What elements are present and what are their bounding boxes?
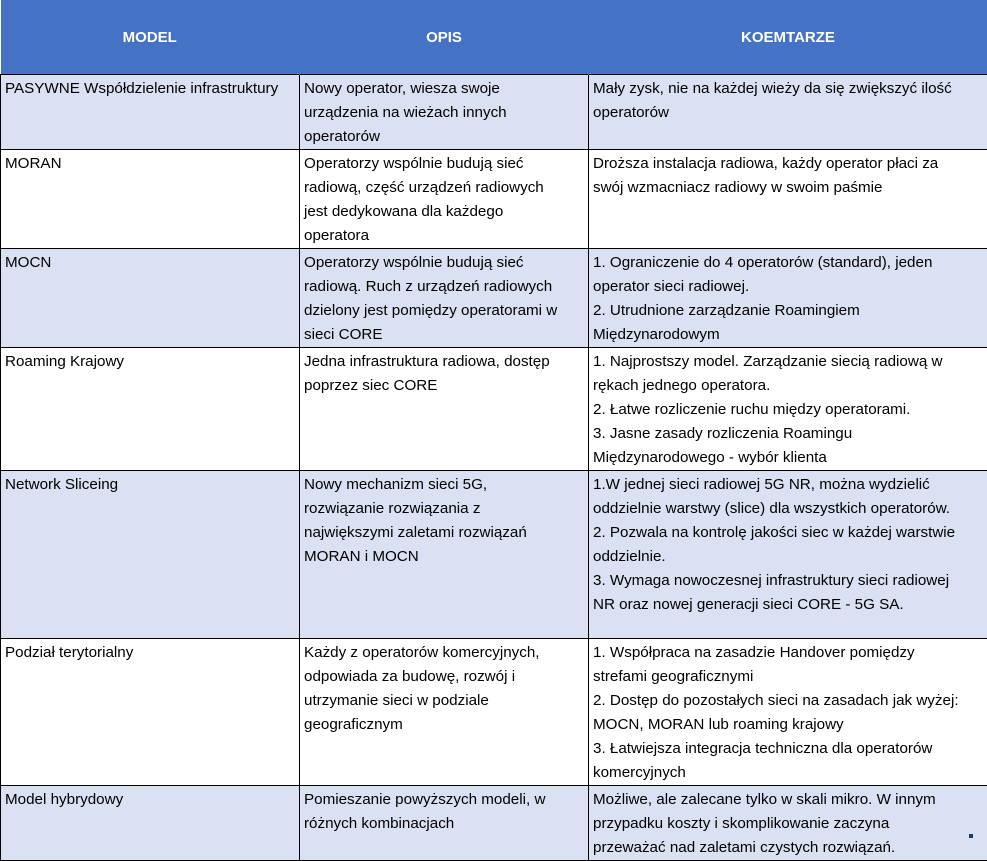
cell-opis: [300, 249, 589, 348]
cell-line: Jedna infrastruktura radiowa, dostęp: [304, 350, 584, 374]
cell-line: Pomieszanie powyższych modeli, w: [304, 788, 584, 812]
cell-line: jest dedykowana dla każdego: [304, 200, 584, 224]
table-row: [1, 639, 987, 786]
cell-komentarze: [589, 249, 987, 348]
cell-line: Międzynarodowego - wybór klienta: [593, 446, 983, 470]
cell-line: 2. Utrudnione zarządzanie Roamingiem: [593, 299, 983, 323]
cell-opis: [300, 348, 589, 471]
cell-line: radiową, część urządzeń radiowych: [304, 176, 584, 200]
cell-line: 1. Ograniczenie do 4 operatorów (standard), jeden: [593, 251, 983, 275]
header-model: MODEL: [1, 0, 300, 75]
table-row: [1, 249, 987, 348]
cell-line: dzielony jest pomiędzy operatorami w: [304, 299, 584, 323]
cell-line: sieci CORE: [304, 323, 584, 347]
cell-opis: [300, 786, 589, 861]
cell-line: odpowiada za budowę, rozwój i: [304, 665, 584, 689]
cell-line: geograficznym: [304, 713, 584, 737]
cell-line: oddzielnie warstwy (slice) dla wszystkich operatorów.: [593, 497, 983, 521]
cell-model: [1, 75, 300, 150]
cell-komentarze: [589, 471, 987, 639]
table-row: [1, 786, 987, 861]
cell-line: Mały zysk, nie na każdej wieży da się zwiększyć ilość: [593, 77, 983, 101]
cell-line: urządzenia na wieżach innych: [304, 101, 584, 125]
cell-model: [1, 348, 300, 471]
cell-line: Nowy mechanizm sieci 5G,: [304, 473, 584, 497]
cell-line: przeważać nad zaletami czystych rozwiązań.: [593, 836, 983, 860]
cell-line: różnych kombinacjach: [304, 812, 584, 836]
cell-line: MOCN, MORAN lub roaming krajowy: [593, 713, 983, 737]
cell-line: poprzez siec CORE: [304, 374, 584, 398]
cell-line: Nowy operator, wiesza swoje: [304, 77, 584, 101]
cell-line: operatorów: [593, 101, 983, 125]
cell-opis: [300, 75, 589, 150]
cell-line: MORAN i MOCN: [304, 545, 584, 569]
table-row: [1, 471, 987, 639]
cell-line: przypadku koszty i skomplikowanie zaczyna: [593, 812, 983, 836]
cell-line: 2. Łatwe rozliczenie ruchu między operatorami.: [593, 398, 983, 422]
cell-komentarze: [589, 150, 987, 249]
cell-line: 3. Wymaga nowoczesnej infrastruktury sieci radiowej: [593, 569, 983, 593]
cell-line: rozwiązanie rozwiązania z: [304, 497, 584, 521]
cell-line: Roaming Krajowy: [5, 350, 295, 374]
cell-opis: [300, 639, 589, 786]
cell-model: [1, 786, 300, 861]
cell-line: 1. Najprostszy model. Zarządzanie siecią radiową w: [593, 350, 983, 374]
cell-komentarze: [589, 348, 987, 471]
cell-line: 1.W jednej sieci radiowej 5G NR, można wydzielić: [593, 473, 983, 497]
table-row: [1, 150, 987, 249]
cell-line: PASYWNE Współdzielenie infrastruktury: [5, 77, 295, 101]
table-row: [1, 75, 987, 150]
cell-opis: [300, 471, 589, 639]
cell-line: największymi zaletami rozwiązań: [304, 521, 584, 545]
header-komentarze: KOEMTARZE: [589, 0, 987, 75]
cell-komentarze: [589, 639, 987, 786]
cell-line: Międzynarodowym: [593, 323, 983, 347]
cell-line: Podział terytorialny: [5, 641, 295, 665]
cell-model: [1, 471, 300, 639]
cell-model: [1, 150, 300, 249]
cell-line: strefami geograficznymi: [593, 665, 983, 689]
cell-line: Każdy z operatorów komercyjnych,: [304, 641, 584, 665]
cell-line: Operatorzy wspólnie budują sieć: [304, 152, 584, 176]
resize-handle-marker: [969, 834, 973, 838]
cell-line: Droższa instalacja radiowa, każdy operator płaci za: [593, 152, 983, 176]
cell-line: 3. Jasne zasady rozliczenia Roamingu: [593, 422, 983, 446]
cell-komentarze: [589, 786, 987, 861]
cell-line: utrzymanie sieci w podziale: [304, 689, 584, 713]
cell-line: MORAN: [5, 152, 295, 176]
header-opis: OPIS: [300, 0, 589, 75]
cell-line: radiową. Ruch z urządzeń radiowych: [304, 275, 584, 299]
cell-line: 3. Łatwiejsza integracja techniczna dla operatorów: [593, 737, 983, 761]
cell-line: komercyjnych: [593, 761, 983, 785]
cell-line: operator sieci radiowej.: [593, 275, 983, 299]
cell-line: Model hybrydowy: [5, 788, 295, 812]
cell-line: 2. Dostęp do pozostałych sieci na zasadach jak wyżej:: [593, 689, 983, 713]
cell-line: operatorów: [304, 125, 584, 149]
header-row: [1, 0, 987, 75]
cell-line: 1. Współpraca na zasadzie Handover pomiędzy: [593, 641, 983, 665]
cell-line: MOCN: [5, 251, 295, 275]
table-row: [1, 348, 987, 471]
cell-model: [1, 249, 300, 348]
cell-line: NR oraz nowej generacji sieci CORE - 5G SA.: [593, 593, 983, 617]
cell-line: 2. Pozwala na kontrolę jakości siec w każdej warstwie: [593, 521, 983, 545]
cell-line: operatora: [304, 224, 584, 248]
cell-line: Możliwe, ale zalecane tylko w skali mikro. W innym: [593, 788, 983, 812]
cell-line: rękach jednego operatora.: [593, 374, 983, 398]
cell-model: [1, 639, 300, 786]
cell-line: Operatorzy wspólnie budują sieć: [304, 251, 584, 275]
cell-line: Network Sliceing: [5, 473, 295, 497]
cell-komentarze: [589, 75, 987, 150]
cell-line: swój wzmacniacz radiowy w swoim paśmie: [593, 176, 983, 200]
cell-opis: [300, 150, 589, 249]
cell-line: oddzielnie.: [593, 545, 983, 569]
